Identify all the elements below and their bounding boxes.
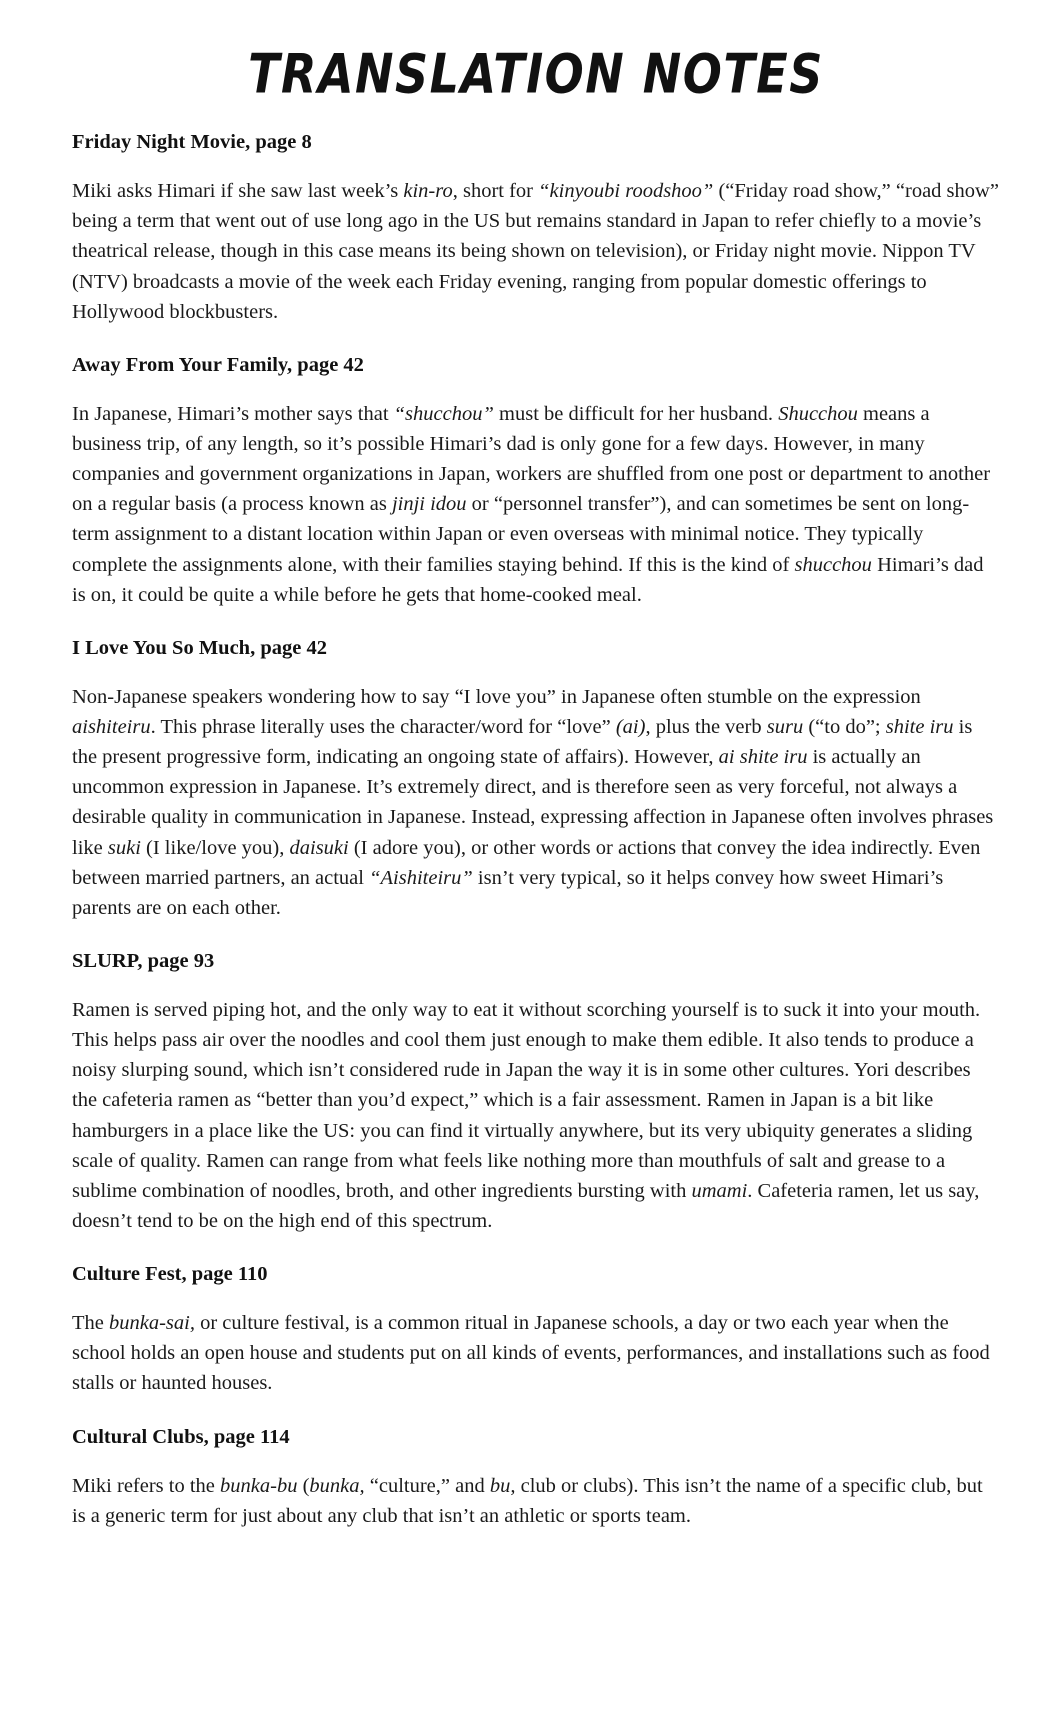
note-entry bbox=[72, 1425, 1000, 1531]
note-heading: I Love You So Much, page 42 bbox=[72, 636, 327, 659]
note-entry bbox=[72, 1262, 1000, 1399]
page-bottom-margin bbox=[72, 1557, 1000, 1677]
note-body: Ramen is served piping hot, and the only way to eat it without scorching yourself is to suck it into your mouth. This helps pass air over the noodles and cool them just enough to make them edible. It also tends to produce a noisy slurping sound, which isn’t considered rude in Japan the way it is in some other cultures. Yori describes the cafeteria ramen as “better than you’d expect,” which is a fair assessment. Ramen in Japan is a bit like hamburgers in a place like the US: you can find it virtually anywhere, but its very ubiquity generates a sliding scale of quality. Ramen can range from what feels like nothing more than mouthfuls of salt and grease to a sublime combination of noodles, broth, and other ingredients bursting with umami. Cafeteria ramen, let us say, doesn’t tend to be on the high end of this spectrum. bbox=[72, 999, 981, 1232]
translation-notes-list bbox=[72, 130, 1000, 1531]
note-heading: Friday Night Movie, page 8 bbox=[72, 131, 312, 153]
note-body: Miki refers to the bunka-bu (bunka, “culture,” and bu, club or clubs). This isn’t the name of a specific club, but is a generic term for just about any club that isn’t an athletic or sports team. bbox=[72, 1474, 983, 1527]
note-body: In Japanese, Himari’s mother says that “shucchou” must be difficult for her husband. Shucchou means a business trip, of any length, so it’s possible Himari’s dad is only gone for a few days. However, in many companies and government organizations in Japan, workers are shuffled from one post or department to another on a regular basis (a process known as jinji idou or “personnel transfer”), and can sometimes be sent on long-term assignment to a distant location within Japan or even overseas with minimal notice. They typically complete the assignments alone, with their families staying behind. If this is the kind of shucchou Himari’s dad is on, it could be quite a while before he gets that home-cooked meal. bbox=[72, 402, 991, 606]
note-entry bbox=[72, 636, 1000, 923]
note-body: Miki asks Himari if she saw last week’s kin-ro, short for “kinyoubi roodshoo” (“Friday road show,” “road show” being a term that went out of use long ago in the US but remains standard in Japan to refer chiefly to a movie’s theatrical release, though in this case means its being shown on television), or Friday night movie. Nippon TV (NTV) broadcasts a movie of the week each Friday evening, ranging from popular domestic offerings to Hollywood blockbusters. bbox=[72, 180, 999, 323]
note-body: The bunka-sai, or culture festival, is a common ritual in Japanese schools, a day or two each year when the school holds an open house and students put on all kinds of events, performances, and installations such as food stalls or haunted houses. bbox=[72, 1312, 990, 1395]
note-entry bbox=[72, 353, 1000, 610]
note-heading: Culture Fest, page 110 bbox=[72, 1263, 268, 1285]
note-body: Non-Japanese speakers wondering how to say “I love you” in Japanese often stumble on the expression aishiteiru. This phrase literally uses the character/word for “love” (ai), plus the verb suru (“to do”; shite iru is the present progressive form, indicating an ongoing state of affairs). However, ai shite iru is actually an uncommon expression in Japanese. It’s extremely direct, and is therefore seen as very forceful, not always a desirable quality in communication in Japanese. Instead, expressing affection in Japanese often involves phrases like suki (I like/love you), daisuki (I adore you), or other words or actions that convey the idea indirectly. Even between married partners, an actual “Aishiteiru” isn’t very typical, so it helps convey how sweet Himari’s parents are on each other. bbox=[72, 685, 994, 919]
note-heading: Away From Your Family, page 42 bbox=[72, 353, 364, 376]
note-entry bbox=[72, 130, 1000, 327]
note-heading: SLURP, page 93 bbox=[72, 949, 215, 972]
note-heading: Cultural Clubs, page 114 bbox=[72, 1425, 290, 1448]
note-entry bbox=[72, 949, 1000, 1236]
page-title: TRANSLATION NOTES bbox=[248, 42, 824, 106]
